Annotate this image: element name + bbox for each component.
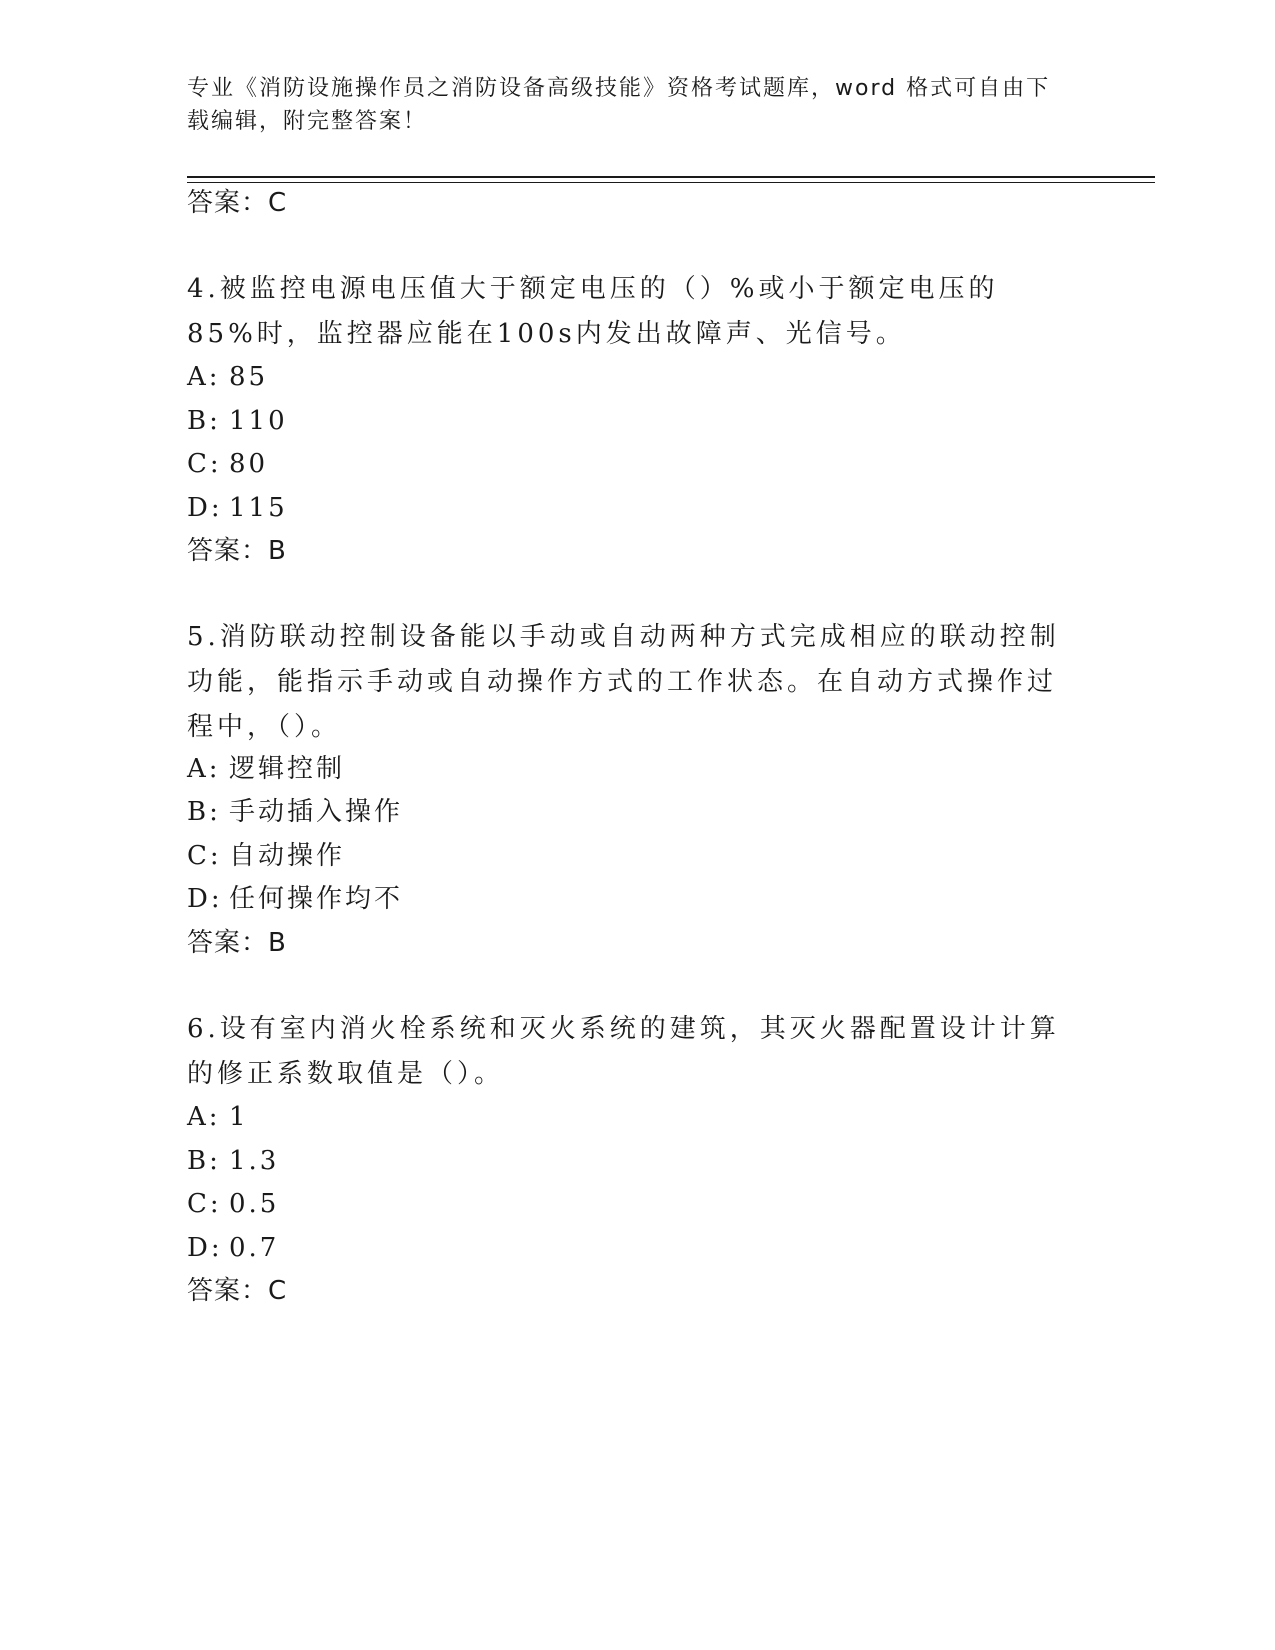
option-key: D:: [187, 884, 223, 914]
option-value: 110: [229, 406, 288, 436]
option-key: B:: [187, 797, 221, 827]
option-value: 85: [229, 362, 269, 392]
question-6-option-d: [187, 1233, 279, 1263]
option-value: 1: [229, 1102, 249, 1132]
question-4-option-c: [187, 449, 268, 479]
option-value: 115: [229, 493, 288, 523]
option-key: C:: [187, 1189, 222, 1219]
previous-answer: 答案：C: [187, 188, 288, 218]
question-6-option-a: [187, 1102, 249, 1132]
option-value: 0.7: [229, 1233, 280, 1263]
option-key: A:: [187, 1102, 221, 1132]
option-key: B:: [187, 406, 221, 436]
option-value: 手动插入操作: [229, 797, 404, 827]
option-key: A:: [187, 754, 221, 784]
option-key: D:: [187, 1233, 223, 1263]
question-6-option-b: [187, 1146, 279, 1176]
question-4-option-d: [187, 493, 288, 523]
option-value: 1.3: [229, 1146, 280, 1176]
question-5-option-b: [187, 797, 403, 827]
option-key: C:: [187, 449, 222, 479]
option-value: 自动操作: [229, 841, 346, 871]
question-5-option-d: [187, 884, 403, 914]
question-6-text: 6.设有室内消火栓系统和灭火系统的建筑，其灭火器配置设计计算的修正系数取值是（）。: [187, 1014, 1060, 1089]
option-value: 逻辑控制: [229, 754, 346, 784]
option-key: D:: [187, 493, 223, 523]
header-rule-thick: [187, 176, 1155, 178]
option-key: B:: [187, 1146, 221, 1176]
question-6-option-c: [187, 1189, 279, 1219]
question-4-option-b: [187, 406, 288, 436]
document-header: 专业《消防设施操作员之消防设备高级技能》资格考试题库，word 格式可自由下载编辑，附完整答案！: [187, 76, 1051, 134]
question-5-option-a: [187, 754, 345, 784]
header-rule-thin: [187, 182, 1155, 183]
question-6-answer: 答案：C: [187, 1276, 288, 1306]
option-value: 0.5: [229, 1189, 280, 1219]
option-value: 80: [229, 449, 269, 479]
question-5-text: 5.消防联动控制设备能以手动或自动两种方式完成相应的联动控制功能，能指示手动或自动操作方式的工作状态。在自动方式操作过程中，（）。: [187, 622, 1060, 742]
option-key: A:: [187, 362, 221, 392]
option-value: 任何操作均不: [229, 884, 404, 914]
question-5-answer: 答案：B: [187, 928, 287, 958]
question-4-option-a: [187, 362, 268, 392]
question-5-option-c: [187, 841, 345, 871]
question-4-text: 4.被监控电源电压值大于额定电压的（）%或小于额定电压的85%时，监控器应能在100s内发出故障声、光信号。: [187, 274, 999, 349]
question-4-answer: 答案：B: [187, 536, 287, 566]
option-key: C:: [187, 841, 222, 871]
